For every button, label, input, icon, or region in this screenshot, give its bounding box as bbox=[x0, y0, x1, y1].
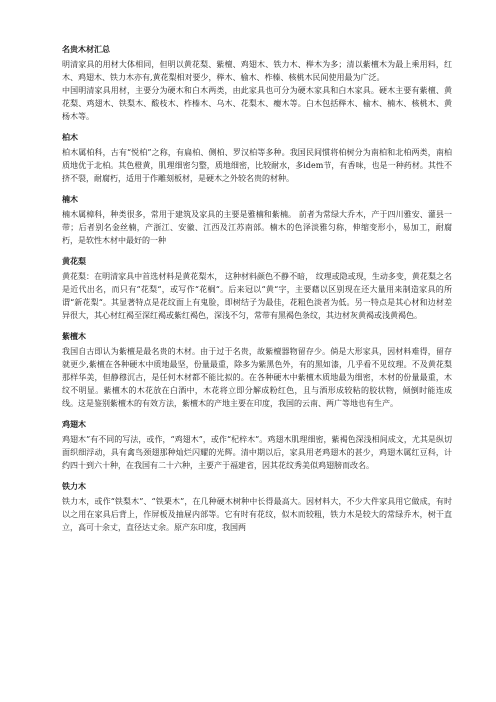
section-body: 我国自古即认为紫檀是最名贵的木材。由于过于名贵，故紫檀器物留存少。倘是大形家具，因材料难得，留存就更少,紫檀在各种硬木中质地最坚，份量最重，除多为紫黑色外，有的黑如漆，几乎看不见纹理。不及黄花梨那样华美，但静穆沉古，是任何木材都不能比拟的。在各种硬木中紫檀木质地最为细密，木材的份量最重，木纹不明显。紫檀木的木花放在白酒中，木花将立即分解成粉红色，且与酒形成较粘的胶状物，倾倒时能连成线。这是鉴别紫檀木的有效方法，紫檀木的产地主要在印度，我国的云南、两广等地也有生产。 bbox=[62, 347, 452, 408]
section-body: 黄花梨：在明清家具中首选材料是黄花梨木， 这种材料颜色不静不暗， 纹理或隐或现，生动多变，黄花梨之名是近代出名，而只有“花梨“，或写作“花榈“。后来冠以“黄“字，主要藉以区别现在还大量用来制造家具的所谓“新花梨“。其显著特点是花纹面上有鬼脸，即树结子为最佳，花粗色淡者为低。另一特点是其心材和边材差异很大，其心材红褐至深红褐或紫红褐色，深浅不匀，常带有黑褐色条纹，其边材灰黄褐或浅黄褐色。 bbox=[62, 272, 452, 320]
section-title: 楠木 bbox=[62, 194, 78, 204]
section-baimu bbox=[62, 132, 452, 185]
intro-block bbox=[62, 58, 452, 123]
section-title: 铁力木 bbox=[62, 481, 86, 491]
section-body: 楠木属樟科，种类很多，常用于建筑及家具的主要是雅楠和紫楠。 前者为常绿大乔木，产于四川雅安、灌县一带；后者别名金丝楠，产浙江、安徽、江西及江苏南部。楠木的色泽淡雅匀称，伸缩变形小，易加工，耐腐朽，是软性木材中最好的一种 bbox=[62, 210, 452, 245]
section-jichimu bbox=[62, 419, 452, 472]
section-title: 黄花梨 bbox=[62, 256, 86, 266]
section-title: 柏木 bbox=[62, 132, 78, 142]
section-nanmu bbox=[62, 194, 452, 247]
intro-paragraph: 中国明清家具用材，主要分为硬木和白木两类，由此家具也可分为硬木家具和白木家具。硬木主要有紫檀、黄花梨、鸡翅木、铁梨木、酸枝木、柞榛木、乌木、花梨木、瘿木等。白木包括榉木、榆木、楠木、核桃木、黄杨木等。 bbox=[62, 86, 452, 121]
section-title: 紫檀木 bbox=[62, 331, 86, 341]
section-tielimu bbox=[62, 481, 452, 534]
section-body: 柏木属柏科，古有“悦柏”之称，有扁柏、侧柏、罗汉柏等多种。我国民间惯将柏树分为南柏和北柏两类，南柏质地优于北柏。其色橙黄，肌理细密匀整，质地细密，比较耐水，多idem节，有香味，也是一种药材。其性不挤不裂，耐腐朽，适用于作雕刻板材，是硬木之外较名贵的材种。 bbox=[62, 148, 452, 183]
section-zitan bbox=[62, 331, 452, 410]
section-title: 鸡翅木 bbox=[62, 419, 86, 429]
section-huanghuali bbox=[62, 256, 452, 322]
intro-paragraph: 明清家具的用材大体相同，但明以黄花梨、紫檀、鸡翅木、铁力木、榉木为多；清以紫檀木为最上乘用料，红木、鸡翅木、铁力木亦有,黄花梨相对要少，榉木、榆木、柞榛、核桃木民间使用最为广泛。 bbox=[62, 60, 452, 82]
section-body: 鸡翅木”有不同的写法，或作，“鸡翅木”，或作“杞梓木”。鸡翅木肌理细密，紫褐色深浅相间成文，尤其是纵切面织细浮动，具有禽鸟颈翅那种灿烂闪耀的光辉。清中期以后，家具用老鸡翅木的甚少，鸡翅木属红豆科，计约四十到六十种，在我国有二十六种，主要产于福建省，因其花纹秀美似鸡翅膀而改名。 bbox=[62, 435, 452, 470]
section-body: 铁力木，或作“铁梨木”、“铁栗木”，在几种硬木树种中长得最高大。因材料大，不少大件家具用它做成，有时以之用在家具后背上，作屏板及抽屉内部等。它有时有花纹，似木而较粗，铁力木是较大的常绿乔木，树干直立，高可十余丈，直径达丈余。原产东印度，我国两 bbox=[62, 497, 452, 532]
document-title: 名贵木材汇总 bbox=[62, 44, 110, 54]
